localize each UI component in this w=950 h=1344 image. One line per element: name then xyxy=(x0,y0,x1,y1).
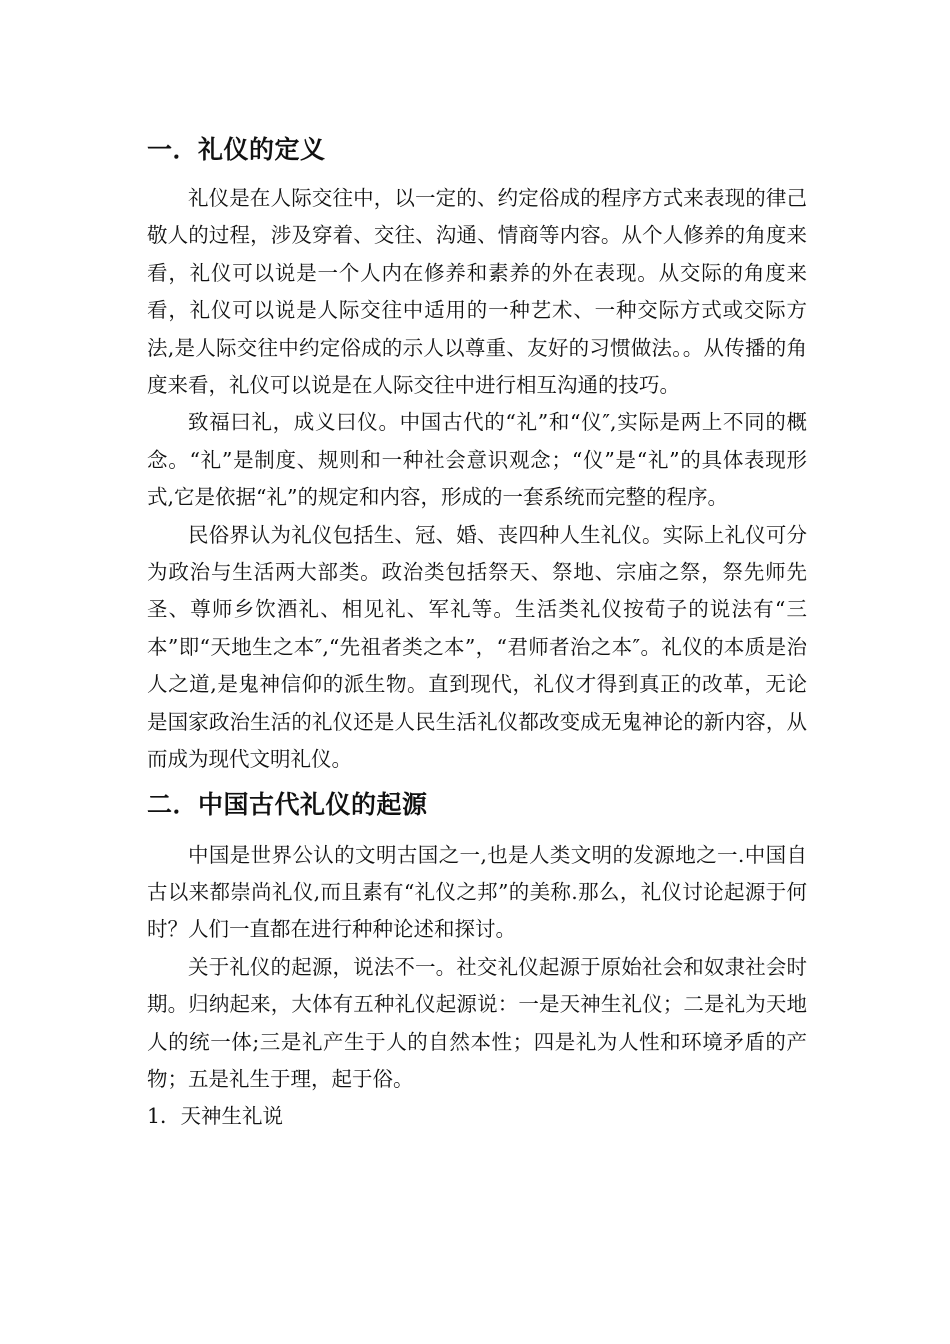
paragraph: 关于礼仪的起源，说法不一。社交礼仪起源于原始社会和奴隶社会时期。归纳起来，大体有五种礼仪起源说：一是天神生礼仪；二是礼为天地人的统一体;三是礼产生于人的自然本性；四是礼为人性和环境矛盾的产物；五是礼生于理，起于俗。 xyxy=(147,954,807,1091)
section-heading-definition: 一．礼仪的定义 xyxy=(147,135,326,164)
subsection-heading: 1．天神生礼说 xyxy=(147,1104,284,1129)
paragraph: 中国是世界公认的文明古国之一,也是人类文明的发源地之一.中国自古以来都崇尚礼仪,而且素有“礼仪之邦”的美称.那么，礼仪讨论起源于何时？人们一直都在进行种种论述和探讨。 xyxy=(147,842,807,942)
section-heading-origin: 二．中国古代礼仪的起源 xyxy=(147,789,428,819)
paragraph: 民俗界认为礼仪包括生、冠、婚、丧四种人生礼仪。实际上礼仪可分为政治与生活两大部类。政治类包括祭天、祭地、宗庙之祭，祭先师先圣、尊师乡饮酒礼、相见礼、军礼等。生活类礼仪按荀子的说法有“三本”即“天地生之本″,“先祖者类之本”，“君师者治之本″。礼仪的本质是治人之道,是鬼神信仰的派生物。直到现代，礼仪才得到真正的改革，无论是国家政治生活的礼仪还是人民生活礼仪都改变成无鬼神论的新内容，从而成为现代文明礼仪。 xyxy=(147,522,807,772)
paragraph: 礼仪是在人际交往中，以一定的、约定俗成的程序方式来表现的律己敬人的过程，涉及穿着、交往、沟通、情商等内容。从个人修养的角度来看，礼仪可以说是一个人内在修养和素养的外在表现。从交际的角度来看，礼仪可以说是人际交往中适用的一种艺术、一种交际方式或交际方法,是人际交往中约定俗成的示人以尊重、友好的习惯做法。。从传播的角度来看，礼仪可以说是在人际交往中进行相互沟通的技巧。 xyxy=(147,186,807,398)
document-page xyxy=(147,128,807,1136)
paragraph: 致福曰礼，成义曰仪。中国古代的“礼”和“仪″,实际是两上不同的概念。“礼”是制度、规则和一种社会意识观念；“仪”是“礼”的具体表现形式,它是依据“礼”的规定和内容，形成的一套系统而完整的程序。 xyxy=(147,410,807,510)
